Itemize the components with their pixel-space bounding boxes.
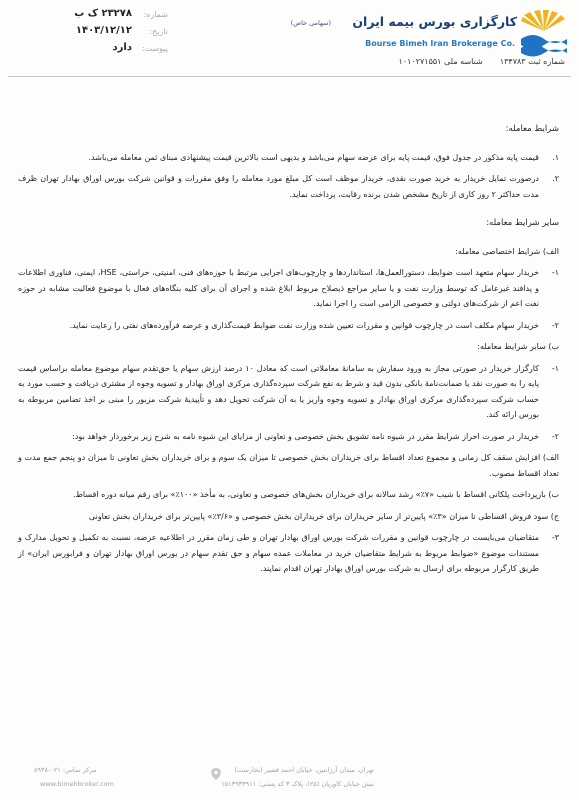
benefit-b: ب) بازپرداخت پلکانی اقساط با شیب «۷٪» رشد سالانه برای خریداران بخش‌های خصوصی و تعاونی، به مأخذ «۱۰۰٪» برای رقم میانه دوره اقساط. [72,490,559,499]
condition-item [18,171,559,202]
company-name-fa: کارگزاری بورس بیمه ایران [352,14,517,29]
item-number: ۱- [551,268,559,277]
reg-value: ۱۳۴۷۸۳ [499,57,526,66]
item-text: قیمت پایه مذکور در جدول فوق، قیمت پایه برای عرضه سهام می‌باشد و بدیهی است بالاترین قیمت پیشنهادی مبنای ثمن معامله می‌باشد. [88,152,539,162]
location-pin-icon [211,768,221,780]
subsection-title-b: ب) سایر شرایط معامله: [477,342,559,351]
item-number: ۱- [551,363,559,373]
company-logo-icon [519,9,569,59]
item-number: ۲- [551,431,559,441]
item-text: خریدار سهام متعهد است ضوابط، دستورالعمل‌ها، استانداردها و چارچوب‌های اجرایی مرتبط با حوزه‌های فنی، امنیتی، حراستی، HSE، ایمنی، فناوری اطلاعات و پدافند غیرعامل که توسط وزارت نفت و یا سایر مراجع ذیصلاح مربوط ابلاغ شده و اجرای آن برای کلیه بنگاه‌های فعال با موضوع فعالیت مشابه در حوزه نفت اعم از شرکت‌های دولتی و خصوصی الزامی است را اجرا نماید. [18,268,540,308]
section-title-conditions: شرایط معامله: [505,124,559,134]
letter-body [18,122,559,583]
section-title-other: سایر شرایط معامله: [486,218,559,228]
benefit-c: ج) سود فروش اقساطی تا میزان «۳٪» پایین‌تر از سایر خریداران برای خریداران بخش خصوصی و «۳/۶٪» پایین‌تر برای خریداران بخش تعاونی [88,511,559,521]
letter-number-value: ۲۳۲۷۸ ک ب [74,8,132,19]
condition-item [18,150,559,166]
item-number: ۱. [552,152,559,162]
letter-footer [0,762,579,800]
header-divider [8,76,571,77]
company-name-en: Bourse Bimeh Iran Brokerage Co. [365,39,515,48]
footer-phone: مرکز تماس: ۰۲۱-۸۹۳۸ [34,766,97,774]
item-text: درصورت تمایل خریدار به خرید صورت نقدی، خریدار موظف است کل مبلغ مورد معامله را وفق مقررات و قوانین شرکت بورس اوراق بهادار تهران ظرف مدت حداکثر ۲ روز کاری از تاریخ مشخص شدن برنده رقابت، پرداخت نماید. [18,174,539,199]
condition-item [18,429,559,445]
letter-date-row [18,25,168,42]
letter-number-label: شماره: [143,10,168,19]
item-text: خریدار سهام مکلف است در چارچوب قوانین و مقررات تعیین شده وزارت نفت ضوابط قیمت‌گذاری و عرضه فرآورده‌های نفتی را رعایت نماید. [69,320,539,330]
footer-website[interactable]: www.bimehbroker.com [40,780,114,788]
subsection-title-a: الف) شرایط اختصاصی معامله: [455,246,559,256]
item-number: ۲. [552,174,559,183]
condition-item [18,361,559,423]
national-id-label: شناسه ملی [444,57,483,66]
attachment-value: دارد [112,42,132,53]
item-number: ۲- [551,320,559,330]
national-id-value: ۱۰۱۰۲۷۱۵۵۱ [398,57,442,66]
condition-item [18,318,559,334]
attachment-row [18,42,168,59]
item-text: خریدار در صورت احراز شرایط مقرر در شیوه نامه تشویق بخش خصوصی و تعاونی از مزایای این شیوه نامه به شرح زیر برخوردار خواهد بود: [72,431,539,441]
footer-address-line-1: تهران، میدان آرژانتین، خیابان احمد قصیر (بخارست) [234,766,374,774]
letter-meta [18,8,168,59]
condition-item [18,265,559,312]
item-number: ۳- [551,533,559,542]
company-type: (سهامی خاص) [290,19,331,27]
registration-line [399,57,566,66]
item-text: متقاضیان می‌بایست در چارچوب قوانین و مقررات شرکت بورس اوراق بهادار تهران و طی زمان مقرر در اطلاعیه عرضه، نسبت به تکمیل و تحویل مدارک و مستندات موضوع «ضوابط مربوط به شرایط متقاضیان خرید در معاملات عمده سهام و حق تقدم سهام در بورس اوراق بهادار تهران و فرابورس ایران» از طریق کارگزار مربوطه برای ارسال به شرکت بورس اوراق بهادار تهران اقدام نمایند. [18,533,539,573]
letter-date-label: تاریخ: [149,27,168,36]
footer-address-line-2: نبش خیابان کاوزیان (۲۵)، پلاک ۳ کد پستی: ۱۵۱۳۹۳۳۹۱۱ [221,780,374,788]
condition-item [18,530,559,577]
attachment-label: پیوست: [141,44,168,53]
reg-label: شماره ثبت [528,57,565,66]
letter-number-row [18,8,168,25]
item-text: کارگزار خریدار در صورتی مجاز به ورود سفارش به سامانهٔ معاملاتی است که معادل ۱۰ درصد ارزش سهام یا حق‌تقدم سهام موضوع معامله براساس قیمت پایه را به صورت نقد یا ضمانت‌نامهٔ بانکی بدون قید و شرط به نفع شرکت سپرده‌گذاری مرکزی اوراق بهادار و تسویه وجوه از مشتری دریافت و حسب مورد به حساب شرکت سپرده‌گذاری مرکزی اوراق بهادار و تسویه وجوه واریز یا به آن شرکت تحویل دهد و تأییدیهٔ شرکت مزبور را مبنی بر اخذ تضامین مربوطه به بورس ارائه کند. [18,363,539,419]
benefit-a: الف) افزایش سقف کل زمانی و مجموع تعداد اقساط برای خریداران بخش خصوصی تا میزان یک سوم و برای خریداران بخش تعاونی تا میزان دو پنجم جمع مدت و تعداد اقساط مصوب. [18,453,559,478]
letter-date-value: ۱۴۰۳/۱۲/۱۲ [75,25,132,36]
